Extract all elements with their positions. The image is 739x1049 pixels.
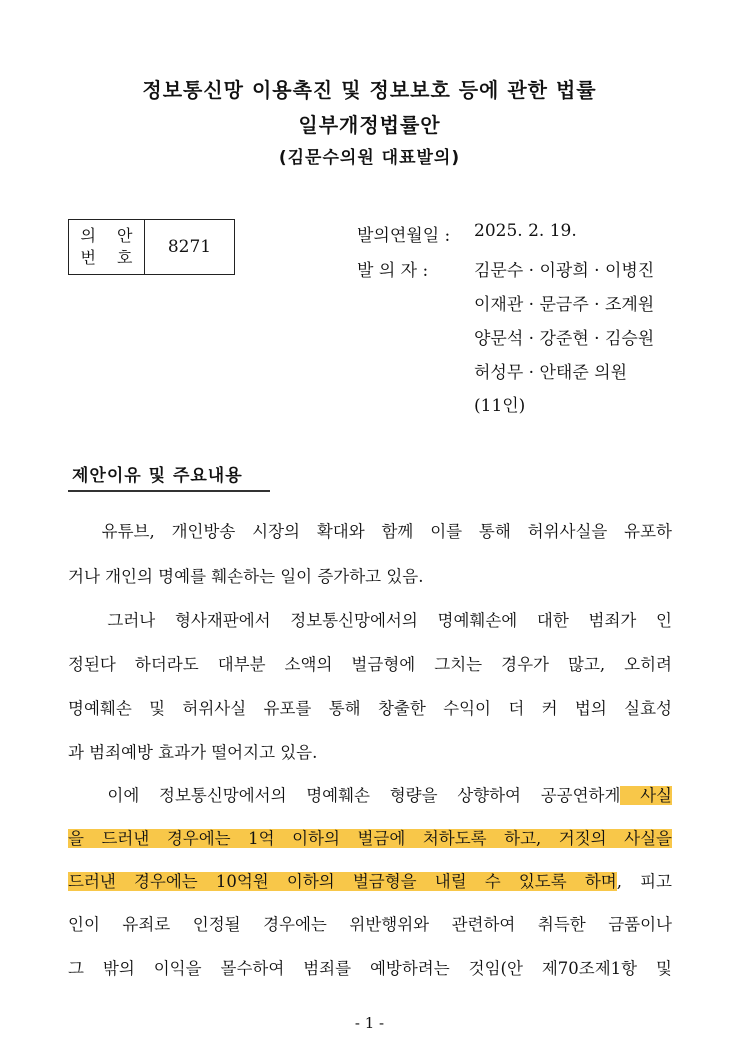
bill-number-label — [69, 220, 145, 274]
body-line: 그 밖의 이익을 몰수하여 범죄를 예방하려는 것임(안 제70조제1항 및 — [68, 959, 672, 978]
body-line — [68, 868, 672, 892]
highlighted-text: 을 드러낸 경우에는 1억 이하의 벌금에 처하도록 하고, 거짓의 사실을 — [68, 829, 672, 848]
highlighted-text: 사실 — [620, 786, 672, 805]
bill-number-box — [68, 219, 235, 275]
body-line: 정된다 하더라도 대부분 소액의 벌금형에 그치는 경우가 많고, 오히려 — [68, 655, 672, 674]
body-line: 그러나 형사재판에서 정보통신망에서의 명예훼손에 대한 범죄가 인 — [68, 611, 672, 630]
body-text: 이에 정보통신망에서의 명예훼손 형량을 상향하여 공공연하게 — [68, 786, 621, 805]
body-line: 거나 개인의 명예를 훼손하는 일이 증가하고 있음. — [68, 567, 424, 586]
body-line: 인이 유죄로 인정될 경우에는 위반행위와 관련하여 취득한 금품이나 — [68, 915, 672, 934]
body-line: 유튜브, 개인방송 시장의 확대와 함께 이를 통해 허위사실을 유포하 — [68, 522, 672, 541]
section-heading: 제안이유 및 주요내용 — [72, 466, 243, 486]
proposer-line: 허성무 · 안태준 의원 — [474, 363, 627, 383]
bill-title: 정보통신망 이용촉진 및 정보보호 등에 관한 법률 — [142, 78, 597, 102]
body-line — [68, 782, 672, 806]
body-line: 명예훼손 및 허위사실 유포를 통해 창출한 수익이 더 커 법의 실효성 — [68, 699, 672, 718]
label-line-1: 의 안 — [80, 226, 141, 245]
proposal-date-label: 발의연월일 : — [357, 226, 451, 246]
body-text: , 피고 — [616, 872, 672, 891]
body-line — [68, 825, 672, 849]
page-number: - 1 - — [354, 1014, 385, 1032]
proposer-line: 김문수 · 이광희 · 이병진 — [474, 261, 655, 281]
label-line-2: 번 호 — [80, 248, 141, 267]
bill-number-value: 8271 — [167, 237, 212, 257]
section-underline — [68, 490, 270, 492]
proposer-line: 이재관 · 문금주 · 조계원 — [474, 295, 655, 315]
bill-subtitle: 일부개정법률안 — [298, 113, 441, 137]
highlighted-text: 드러낸 경우에는 10억원 이하의 벌금형을 내릴 수 있도록 하며 — [68, 872, 617, 891]
body-line: 과 범죄예방 효과가 떨어지고 있음. — [68, 743, 318, 762]
proposal-date-value: 2025. 2. 19. — [474, 221, 577, 241]
bill-sponsor: (김문수의원 대표발의) — [278, 148, 461, 168]
proposer-line: 양문석 · 강준현 · 김승원 — [474, 329, 655, 349]
proposer-label: 발 의 자 : — [357, 261, 429, 281]
proposer-count: (11인) — [474, 396, 526, 416]
